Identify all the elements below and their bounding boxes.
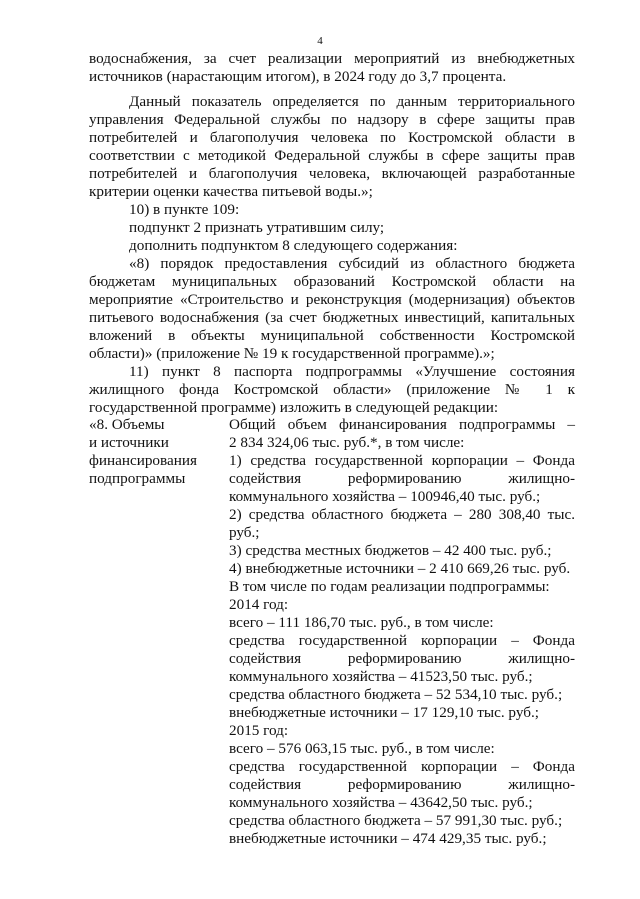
paragraph-line: бюджетам муниципальных образований Костромской области на [89,273,575,290]
table-right-cell-line: В том числе по годам реализации подпрограммы: [229,578,550,595]
table-right-cell-line: внебюджетные источники – 17 129,10 тыс. руб.; [229,704,539,721]
paragraph-line: мероприятие «Строительство и реконструкция (модернизация) объектов [89,291,575,308]
table-right-cell-line: средства областного бюджета – 52 534,10 тыс. руб.; [229,686,563,703]
table-right-cell-line: 2015 год: [229,722,289,739]
table-right-cell-line: содействия реформированию жилищно- [229,650,575,667]
table-right-cell-line: коммунального хозяйства – 43642,50 тыс. руб.; [229,794,533,811]
paragraph-line: вложений в объекты муниципальной собственности Костромской [89,327,575,344]
paragraph-line: критерии оценки качества питьевой воды.»; [89,183,373,200]
table-right-cell-line: 2 834 324,06 тыс. руб.*, в том числе: [229,434,465,451]
paragraph-line: потребителей и благополучия человека по Костромской области в [89,129,575,146]
table-right-cell-line: коммунального хозяйства – 41523,50 тыс. руб.; [229,668,533,685]
table-left-cell-line: «8. Объемы [89,416,165,433]
paragraph-line: управления Федеральной службы по надзору в сфере защиты прав [89,111,575,128]
table-right-cell-line: 2) средства областного бюджета – 280 308,40 тыс. [229,506,575,523]
table-right-cell-line: 1) средства государственной корпорации – Фонда [229,452,575,469]
paragraph-line: 11) пункт 8 паспорта подпрограммы «Улучшение состояния [129,363,575,380]
paragraph-line: подпункт 2 признать утратившим силу; [129,219,385,236]
page-number: 4 [317,35,323,47]
table-right-cell-line: внебюджетные источники – 474 429,35 тыс. руб.; [229,830,547,847]
table-right-cell-line: средства государственной корпорации – Фонда [229,758,575,775]
paragraph-line: дополнить подпунктом 8 следующего содержания: [129,237,458,254]
table-right-cell-line: 4) внебюджетные источники – 2 410 669,26 тыс. руб. [229,560,571,577]
table-right-cell-line: 2014 год: [229,596,289,613]
paragraph-line: государственной программе) изложить в следующей редакции: [89,399,499,416]
paragraph-line: «8) порядок предоставления субсидий из областного бюджета [129,255,575,272]
table-right-cell-line: содействия реформированию жилищно- [229,470,575,487]
paragraph-line: области)» (приложение № 19 к государственной программе).»; [89,345,495,362]
paragraph-line: источников (нарастающим итогом), в 2024 году до 3,7 процента. [89,68,507,85]
table-right-cell-line: коммунального хозяйства – 100946,40 тыс. руб.; [229,488,541,505]
paragraph-line: соответствии с методикой Федеральной службы в сфере защиты прав [89,147,575,164]
paragraph-line: Данный показатель определяется по данным территориального [129,93,575,110]
table-left-cell-line: финансирования [89,452,197,469]
table-right-cell-line: руб.; [229,524,260,541]
paragraph-line: водоснабжения, за счет реализации мероприятий из внебюджетных [89,50,575,67]
table-right-cell-line: всего – 576 063,15 тыс. руб., в том числе: [229,740,495,757]
table-right-cell-line: средства областного бюджета – 57 991,30 тыс. руб.; [229,812,563,829]
table-right-cell-line: Общий объем финансирования подпрограммы – [229,416,575,433]
table-left-cell-line: подпрограммы [89,470,186,487]
paragraph-line: потребителей и благополучия человека, включающей разработанные [89,165,575,182]
table-right-cell-line: содействия реформированию жилищно- [229,776,575,793]
table-left-cell-line: и источники [89,434,169,451]
paragraph-line: жилищного фонда Костромской области» (приложение № 1 к [89,381,575,398]
table-right-cell-line: средства государственной корпорации – Фонда [229,632,575,649]
paragraph-line: питьевого водоснабжения (за счет бюджетных инвестиций, капитальных [89,309,575,326]
table-right-cell-line: 3) средства местных бюджетов – 42 400 тыс. руб.; [229,542,552,559]
table-right-cell-line: всего – 111 186,70 тыс. руб., в том числе: [229,614,494,631]
paragraph-line: 10) в пункте 109: [129,201,240,218]
